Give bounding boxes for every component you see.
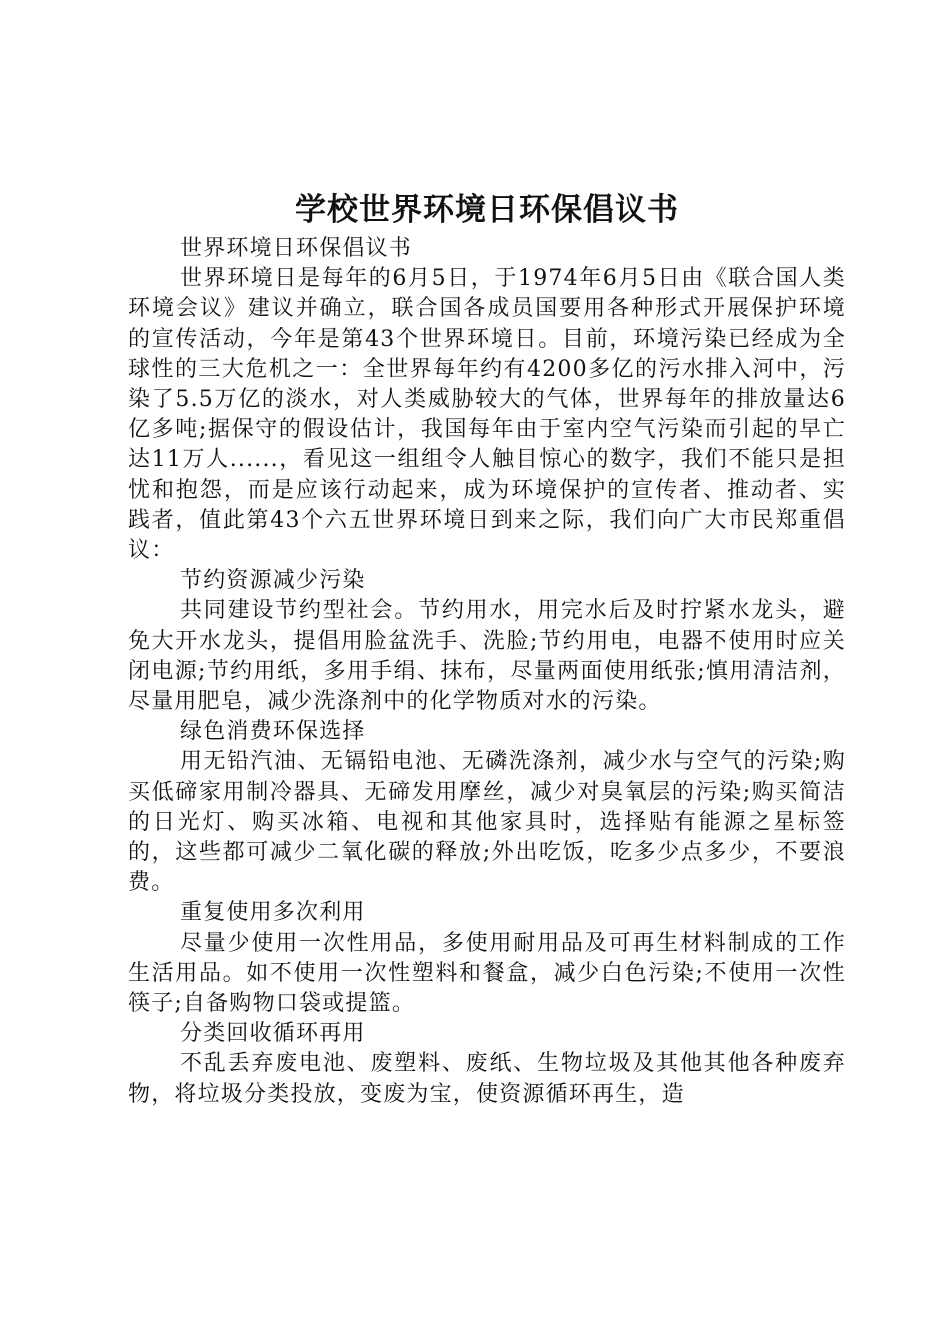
section-heading-reuse: 重复使用多次利用 (180, 900, 366, 926)
section-heading-save-resources: 节约资源减少污染 (180, 568, 366, 594)
intro-paragraph: 世界环境日是每年的6月5日，于1974年6月5日由《联合国人类环境会议》建议并确立，联合国各成员国要用各种形式开展保护环境的宣传活动，今年是第43个世界环境日。目前，环境污染已经成为全球性的三大危机之一：全世界每年约有4200多亿的污水排入河中，污染了5.5万亿的淡水，对人类威胁较大的气体，世界每年的排放量达6亿多吨;据保守的假设估计，我国每年由于室内空气污染而引起的早亡达11万人......，看见这一组组令人触目惊心的数字，我们不能只是担忧和抱怨，而是应该行动起来，成为环境保护的宣传者、推动者、实践者，值此第43个六五世界环境日到来之际，我们向广大市民郑重倡议： (128, 266, 846, 564)
section-body-reuse: 尽量少使用一次性用品，多使用耐用品及可再生材料制成的工作生活用品。如不使用一次性塑料和餐盒，减少白色污染;不使用一次性筷子;自备购物口袋或提篮。 (128, 930, 846, 1017)
document-title: 学校世界环境日环保倡议书 (295, 192, 679, 228)
section-body-recycle: 不乱丢弃废电池、废塑料、废纸、生物垃圾及其他其他各种废弃物，将垃圾分类投放，变废为宝，使资源循环再生，造 (128, 1051, 846, 1107)
document-body (128, 234, 846, 1110)
section-heading-green-consumption: 绿色消费环保选择 (180, 719, 366, 745)
subtitle-paragraph: 世界环境日环保倡议书 (180, 236, 413, 261)
document-page (128, 0, 846, 1344)
section-body-save-resources: 共同建设节约型社会。节约用水，用完水后及时拧紧水龙头，避免大开水龙头，提倡用脸盆洗手、洗脸;节约用电，电器不使用时应关闭电源;节约用纸，多用手绢、抹布，尽量两面使用纸张;慎用清洁剂，尽量用肥皂，减少洗涤剂中的化学物质对水的污染。 (128, 598, 846, 715)
section-body-green-consumption: 用无铅汽油、无镉铅电池、无磷洗涤剂，减少水与空气的污染;购买低碲家用制冷器具、无碲发用摩丝，减少对臭氧层的污染;购买简洁的日光灯、购买冰箱、电视和其他家具时，选择贴有能源之星标签的，这些都可减少二氧化碳的释放;外出吃饭，吃多少点多少，不要浪费。 (128, 749, 846, 896)
section-heading-recycle: 分类回收循环再用 (180, 1021, 366, 1047)
